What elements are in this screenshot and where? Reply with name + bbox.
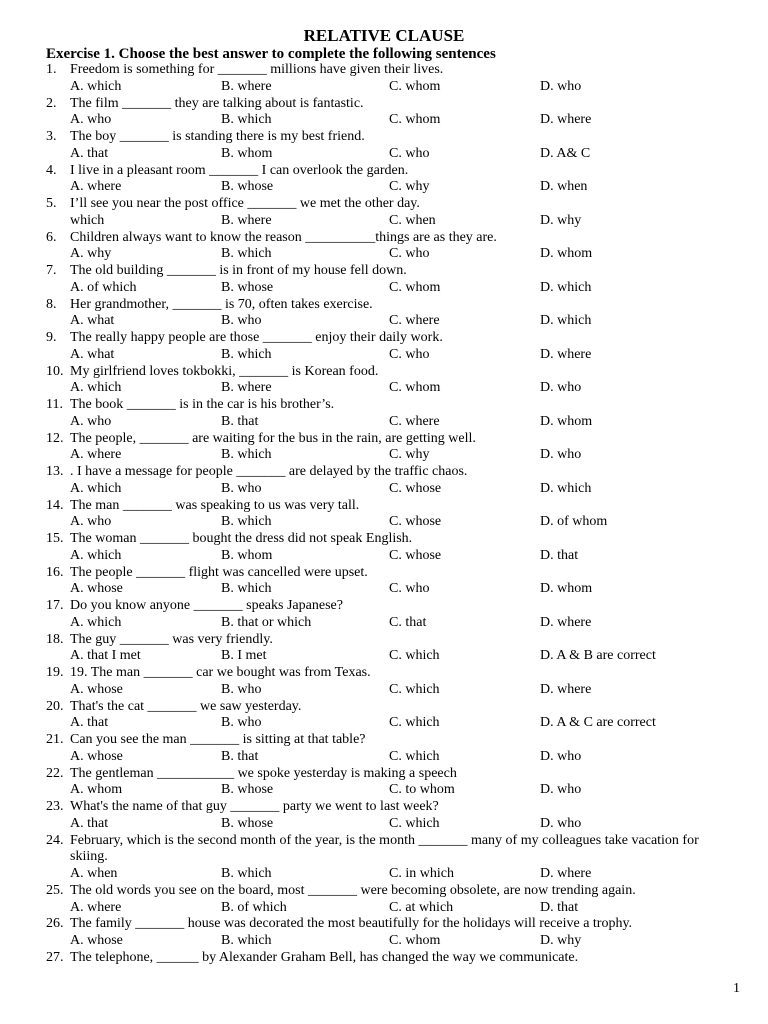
option-d[interactable]: D. who (540, 782, 582, 798)
answer-options (0, 481, 768, 498)
option-a[interactable]: A. what (70, 346, 115, 362)
option-d[interactable]: D. A& C (540, 145, 591, 161)
option-a[interactable]: A. that (70, 715, 109, 731)
question-item (0, 397, 768, 431)
question-item (0, 464, 768, 498)
answer-options (0, 380, 768, 397)
answer-options (0, 933, 768, 950)
option-b[interactable]: B. where (221, 78, 272, 94)
question-stem (0, 96, 768, 113)
question-text: Her grandmother, _______ is 70, often takes exercise. (70, 296, 373, 312)
question-item (0, 950, 768, 967)
option-b[interactable]: B. which (221, 346, 272, 362)
option-c[interactable]: C. when (389, 212, 436, 228)
question-item (0, 565, 768, 599)
answer-options (0, 213, 768, 230)
answer-options (0, 682, 768, 699)
question-item (0, 498, 768, 532)
option-d[interactable]: D. that (540, 899, 579, 915)
question-stem (0, 464, 768, 481)
option-d[interactable]: D. where (540, 346, 592, 362)
answer-options (0, 749, 768, 766)
option-b[interactable]: B. that (221, 413, 259, 429)
question-item (0, 163, 768, 197)
page-title: RELATIVE CLAUSE (303, 26, 465, 45)
option-b[interactable]: B. which (221, 514, 272, 530)
option-b[interactable]: B. whose (221, 179, 274, 195)
question-number: 27. (46, 949, 64, 965)
question-list (0, 62, 768, 967)
exercise-instruction: Exercise 1. Choose the best answer to complete the following sentences (46, 46, 496, 62)
option-b[interactable]: B. that or which (221, 614, 312, 630)
question-item (0, 916, 768, 950)
question-item (0, 129, 768, 163)
option-a[interactable]: A. whom (70, 782, 123, 798)
question-number: 9. (46, 330, 57, 345)
question-item (0, 699, 768, 733)
question-stem (0, 916, 768, 933)
option-b[interactable]: B. whose (221, 782, 274, 798)
question-number: 7. (46, 263, 57, 278)
option-a[interactable]: A. whose (70, 581, 123, 597)
question-number: 11. (46, 397, 63, 412)
option-c[interactable]: C. who (389, 145, 430, 161)
option-c[interactable]: C. which (389, 681, 440, 697)
question-text: The really happy people are those _______ enjoy their daily work. (70, 330, 443, 345)
question-text: The man _______ was speaking to us was very tall. (70, 497, 360, 513)
question-item (0, 263, 768, 297)
answer-options (0, 816, 768, 833)
answer-options (0, 548, 768, 565)
option-d[interactable]: D. whom (540, 246, 593, 262)
question-stem (0, 364, 768, 381)
question-item (0, 833, 768, 883)
question-text: Freedom is something for _______ millions have given their lives. (70, 62, 444, 77)
option-d[interactable]: D. who (540, 447, 582, 463)
question-stem (0, 699, 768, 716)
question-number: 16. (46, 564, 64, 580)
option-d[interactable]: D. who (540, 380, 582, 396)
question-text: The woman _______ bought the dress did not speak English. (70, 531, 413, 546)
question-stem (0, 833, 768, 867)
question-item (0, 598, 768, 632)
option-a[interactable]: A. what (70, 313, 115, 329)
option-a[interactable]: A. where (70, 447, 122, 463)
question-text: What's the name of that guy _______ party we went to last week? (70, 799, 439, 814)
option-c[interactable]: C. at which (389, 899, 454, 915)
question-text: My girlfriend loves tokbokki, _______ is Korean food. (70, 363, 379, 379)
answer-options (0, 615, 768, 632)
answer-options (0, 414, 768, 431)
option-d[interactable]: D. whom (540, 413, 593, 429)
question-text: The old words you see on the board, most _______ were becoming obsolete, are now trending again. (70, 882, 636, 898)
question-number: 18. (46, 631, 64, 647)
answer-options (0, 179, 768, 196)
question-stem (0, 230, 768, 247)
question-text: The guy _______ was very friendly. (70, 631, 273, 647)
answer-options (0, 112, 768, 129)
option-a[interactable]: A. which (70, 480, 122, 496)
question-text: The people, _______ are waiting for the bus in the rain, are getting well. (70, 430, 476, 446)
option-d[interactable]: D. that (540, 547, 579, 563)
option-b[interactable]: B. I met (221, 648, 267, 664)
question-number: 22. (46, 765, 64, 781)
question-stem (0, 431, 768, 448)
question-number: 14. (46, 497, 64, 513)
option-a[interactable]: A. which (70, 78, 122, 94)
answer-options (0, 246, 768, 263)
question-item (0, 431, 768, 465)
option-c[interactable]: C. why (389, 447, 430, 463)
question-item (0, 230, 768, 264)
option-d[interactable]: D. where (540, 866, 592, 881)
answer-options (0, 581, 768, 598)
answer-options (0, 447, 768, 464)
question-number: 21. (46, 732, 64, 747)
question-stem (0, 196, 768, 213)
option-d[interactable]: D. where (540, 112, 592, 128)
option-c[interactable]: C. whom (389, 279, 441, 295)
option-c[interactable]: C. whose (389, 514, 442, 530)
question-number: 20. (46, 698, 64, 714)
question-stem (0, 766, 768, 783)
option-d[interactable]: D. why (540, 212, 582, 228)
question-stem (0, 62, 768, 79)
answer-options (0, 782, 768, 799)
option-d[interactable]: D. which (540, 279, 592, 295)
question-text: . I have a message for people _______ are delayed by the traffic chaos. (70, 464, 468, 479)
option-c[interactable]: C. which (389, 648, 440, 664)
answer-options (0, 313, 768, 330)
question-stem (0, 163, 768, 180)
question-stem (0, 531, 768, 548)
question-stem (0, 330, 768, 347)
option-c[interactable]: C. in which (389, 866, 454, 881)
answer-options (0, 514, 768, 531)
question-stem (0, 565, 768, 582)
question-item (0, 632, 768, 666)
option-c[interactable]: C. whose (389, 547, 442, 563)
option-a[interactable]: A. who (70, 514, 112, 530)
option-c[interactable]: C. which (389, 748, 440, 764)
option-a[interactable]: which (70, 212, 105, 228)
question-item (0, 531, 768, 565)
question-item (0, 96, 768, 130)
question-stem (0, 732, 768, 749)
question-item (0, 62, 768, 96)
question-text: The boy _______ is standing there is my best friend. (70, 129, 365, 144)
option-b[interactable]: B. whose (221, 815, 274, 831)
option-c[interactable]: C. whom (389, 933, 441, 948)
question-number: 1. (46, 62, 57, 77)
question-item (0, 196, 768, 230)
option-a[interactable]: A. where (70, 179, 122, 195)
option-d[interactable]: D. of whom (540, 514, 608, 530)
option-d[interactable]: D. which (540, 313, 592, 329)
option-c[interactable]: C. which (389, 715, 440, 731)
option-b[interactable]: B. which (221, 112, 272, 128)
option-a[interactable]: A. when (70, 866, 118, 881)
question-text: The book _______ is in the car is his brother’s. (70, 397, 335, 412)
question-text: The people _______ flight was cancelled were upset. (70, 564, 368, 580)
question-number: 24. (46, 832, 64, 848)
option-d[interactable]: D. whom (540, 581, 593, 597)
option-a[interactable]: A. whose (70, 933, 123, 948)
option-b[interactable]: B. of which (221, 899, 287, 915)
option-b[interactable]: B. who (221, 313, 262, 329)
option-c[interactable]: C. who (389, 581, 430, 597)
question-number: 6. (46, 229, 57, 245)
option-a[interactable]: A. which (70, 547, 122, 563)
answer-options (0, 648, 768, 665)
question-item (0, 330, 768, 364)
option-d[interactable]: D. who (540, 748, 582, 764)
option-c[interactable]: C. who (389, 246, 430, 262)
question-number: 15. (46, 531, 64, 546)
question-stem (0, 665, 768, 682)
question-item (0, 883, 768, 917)
question-text: Do you know anyone _______ speaks Japanese? (70, 598, 343, 613)
answer-options (0, 866, 768, 883)
question-stem (0, 950, 768, 967)
option-c[interactable]: C. where (389, 413, 440, 429)
question-item (0, 799, 768, 833)
option-b[interactable]: B. which (221, 246, 272, 262)
question-item (0, 732, 768, 766)
option-a[interactable]: A. who (70, 413, 112, 429)
option-b[interactable]: B. that (221, 748, 259, 764)
option-a[interactable]: A. that I met (70, 648, 141, 664)
option-b[interactable]: B. which (221, 581, 272, 597)
answer-options (0, 900, 768, 917)
option-d[interactable]: D. when (540, 179, 588, 195)
option-d[interactable]: D. where (540, 614, 592, 630)
question-text: Children always want to know the reason __________things are as they are. (70, 229, 497, 245)
question-text: The film _______ they are talking about is fantastic. (70, 95, 364, 111)
question-stem (0, 799, 768, 816)
question-text: February, which is the second month of the year, is the month _______ many of my colleagues take vacation for skiing. (70, 832, 699, 865)
question-stem (0, 397, 768, 414)
option-d[interactable]: D. who (540, 815, 582, 831)
question-number: 4. (46, 162, 57, 178)
question-text: The family _______ house was decorated the most beautifully for the holidays will receive a trophy. (70, 916, 633, 932)
question-text: The old building _______ is in front of my house fell down. (70, 263, 407, 278)
question-number: 10. (46, 363, 64, 379)
question-text: Can you see the man _______ is sitting at that table? (70, 732, 366, 747)
question-number: 17. (46, 598, 64, 613)
question-stem (0, 129, 768, 146)
option-d[interactable]: D. where (540, 681, 592, 697)
question-stem (0, 883, 768, 900)
option-c[interactable]: C. why (389, 179, 430, 195)
answer-options (0, 146, 768, 163)
question-text: The telephone, ______ by Alexander Graham Bell, has changed the way we communicate. (70, 949, 579, 965)
question-number: 13. (46, 464, 64, 479)
option-b[interactable]: B. where (221, 212, 272, 228)
question-item (0, 297, 768, 331)
question-text: I live in a pleasant room _______ I can overlook the garden. (70, 162, 409, 178)
option-b[interactable]: B. where (221, 380, 272, 396)
answer-options (0, 280, 768, 297)
option-a[interactable]: A. that (70, 815, 109, 831)
option-a[interactable]: A. who (70, 112, 112, 128)
question-text: That's the cat _______ we saw yesterday. (70, 698, 302, 714)
answer-options (0, 79, 768, 96)
option-c[interactable]: C. who (389, 346, 430, 362)
question-number: 12. (46, 430, 64, 446)
option-b[interactable]: B. who (221, 681, 262, 697)
option-b[interactable]: B. who (221, 480, 262, 496)
option-c[interactable]: C. where (389, 313, 440, 329)
question-item (0, 665, 768, 699)
answer-options (0, 347, 768, 364)
question-text: I’ll see you near the post office _______ we met the other day. (70, 196, 420, 211)
option-a[interactable]: A. which (70, 614, 122, 630)
option-b[interactable]: B. which (221, 866, 272, 881)
option-b[interactable]: B. which (221, 447, 272, 463)
option-a[interactable]: A. why (70, 246, 112, 262)
question-stem (0, 498, 768, 515)
question-number: 3. (46, 129, 57, 144)
answer-options (0, 715, 768, 732)
option-c[interactable]: C. which (389, 815, 440, 831)
option-a[interactable]: A. where (70, 899, 122, 915)
question-item (0, 766, 768, 800)
option-d[interactable]: D. A & C are correct (540, 715, 656, 731)
option-c[interactable]: C. that (389, 614, 427, 630)
question-text: The gentleman ___________ we spoke yesterday is making a speech (70, 765, 457, 781)
option-b[interactable]: B. whose (221, 279, 274, 295)
option-a[interactable]: A. which (70, 380, 122, 396)
question-text: 19. The man _______ car we bought was from Texas. (70, 665, 371, 680)
option-b[interactable]: B. whom (221, 145, 273, 161)
question-stem (0, 598, 768, 615)
option-a[interactable]: A. that (70, 145, 109, 161)
option-c[interactable]: C. whom (389, 112, 441, 128)
question-number: 5. (46, 196, 57, 211)
question-number: 19. (46, 665, 64, 680)
option-c[interactable]: C. whom (389, 380, 441, 396)
option-c[interactable]: C. to whom (389, 782, 455, 798)
page-number: 1 (733, 981, 740, 996)
option-b[interactable]: B. whom (221, 547, 273, 563)
option-a[interactable]: A. of which (70, 279, 137, 295)
option-a[interactable]: A. whose (70, 748, 123, 764)
option-b[interactable]: B. who (221, 715, 262, 731)
option-b[interactable]: B. which (221, 933, 272, 948)
question-number: 2. (46, 95, 57, 111)
question-number: 26. (46, 916, 64, 932)
question-item (0, 364, 768, 398)
option-c[interactable]: C. whom (389, 78, 441, 94)
option-d[interactable]: D. who (540, 78, 582, 94)
question-number: 23. (46, 799, 64, 814)
question-stem (0, 632, 768, 649)
question-number: 8. (46, 296, 57, 312)
option-d[interactable]: D. A & B are correct (540, 648, 656, 664)
option-d[interactable]: D. why (540, 933, 582, 948)
option-c[interactable]: C. whose (389, 480, 442, 496)
option-a[interactable]: A. whose (70, 681, 123, 697)
question-number: 25. (46, 882, 64, 898)
question-stem (0, 297, 768, 314)
option-d[interactable]: D. which (540, 480, 592, 496)
question-stem (0, 263, 768, 280)
